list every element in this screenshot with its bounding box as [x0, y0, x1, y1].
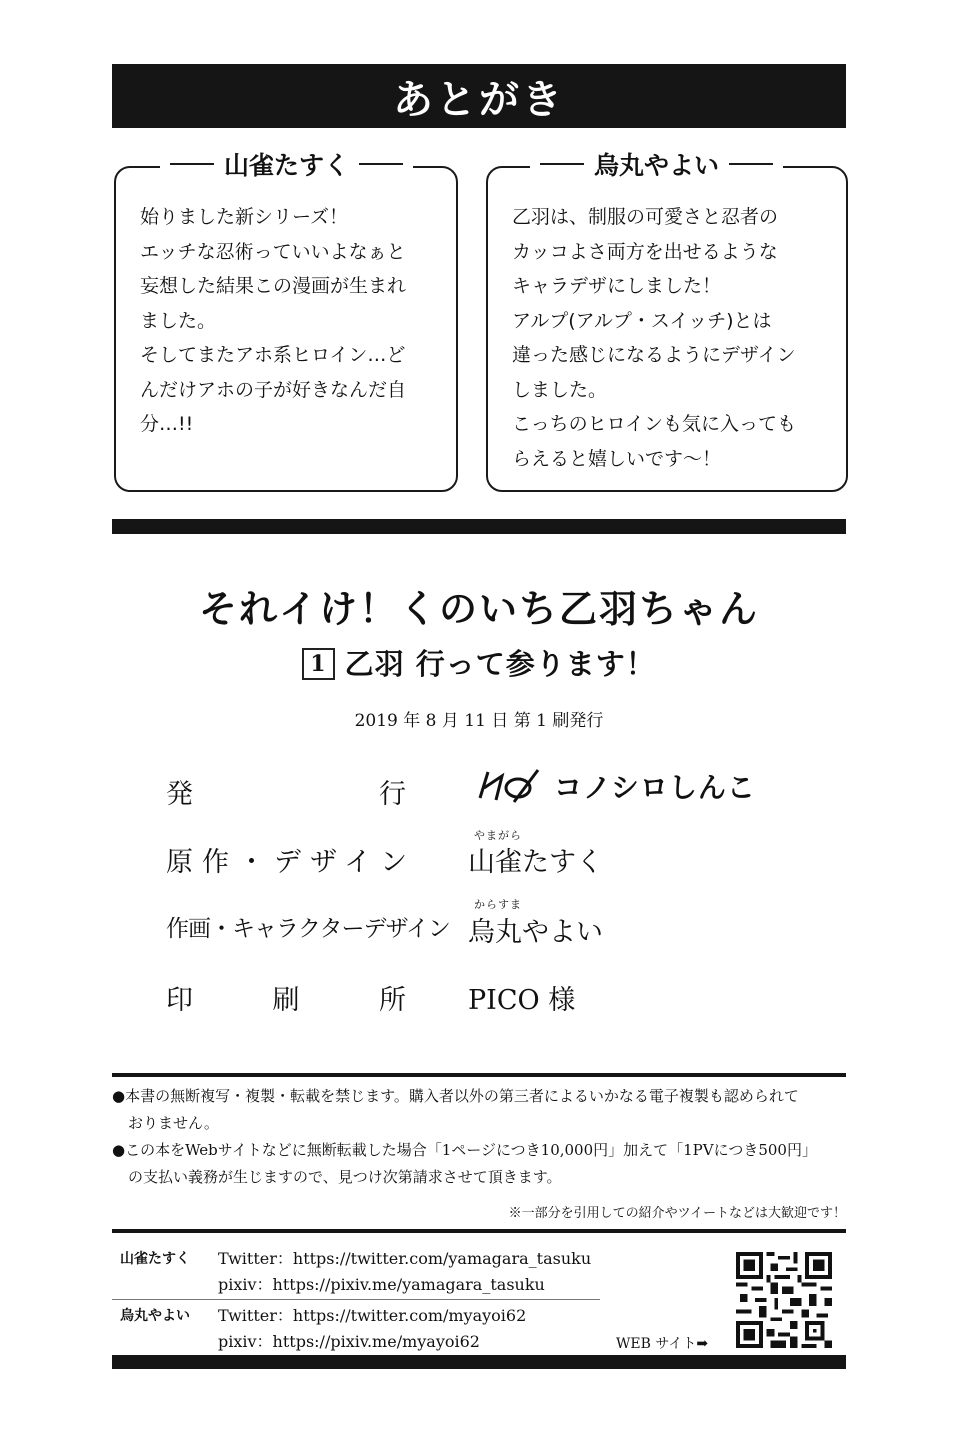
notice-top-rule [112, 1073, 846, 1077]
credit-label-original: 原作・デザイン [166, 847, 417, 878]
notice-line: おりません。 [128, 1114, 219, 1132]
afterword-line: 妄想した結果この漫画が生まれ [140, 275, 407, 297]
book-subtitle-row [112, 642, 846, 683]
afterword-line: らえると嬉しいです～！ [512, 447, 722, 470]
afterword-box-right [486, 166, 848, 492]
qr-code-icon[interactable] [736, 1252, 832, 1348]
credit-value-art: 烏丸やよい [468, 917, 603, 948]
dash-decoration [729, 163, 773, 166]
afterword-line: ました。 [140, 309, 217, 332]
afterword-author-left [160, 146, 413, 182]
afterword-line: アルプ(アルプ・スイッチ)とは [512, 309, 772, 332]
credit-value-printer: PICO 様 [468, 985, 576, 1016]
credit-label-char: 刷 [272, 985, 300, 1016]
afterword-line: しました。 [512, 378, 608, 401]
credit-value-original: 山雀たすく [468, 847, 603, 878]
publisher-logo-icon [474, 766, 544, 806]
notice-bottom-rule [112, 1229, 846, 1233]
web-site-text: WEB サイト [616, 1336, 697, 1352]
credit-label-art: 作画・キャラクターデザイン [166, 916, 450, 942]
pixiv-link[interactable]: pixiv：https://pixiv.me/myayoi62 [218, 1332, 480, 1351]
credit-label-char: 所 [379, 985, 406, 1016]
volume-number: 1 [302, 648, 334, 680]
publisher-name: コノシロしんこ [554, 771, 756, 804]
author-name: 烏丸やよい [594, 151, 720, 180]
notice-footnote: ※一部分を引用しての紹介やツイートなどは大歓迎です！ [508, 1206, 846, 1221]
arrow-right-icon: ➡ [696, 1336, 709, 1352]
twitter-link[interactable]: Twitter：https://twitter.com/yamagara_tasuku [218, 1249, 592, 1268]
afterword-line: こっちのヒロインも気に入っても [512, 413, 797, 435]
afterword-line: 始りました新シリーズ！ [140, 206, 349, 228]
twitter-link[interactable]: Twitter：https://twitter.com/myayoi62 [218, 1306, 527, 1325]
notice-line: ●この本をWebサイトなどに無断転載した場合「1ページにつき10,000円」加えて「1PVにつき500円」 [112, 1141, 817, 1159]
dash-decoration [359, 163, 403, 166]
credit-label-publisher [166, 772, 406, 811]
publication-date: 2019 年 8 月 11 日 第 1 刷発行 [354, 711, 604, 731]
notice-line: の支払い義務が生じますので、見つけ次第請求させて頂きます。 [128, 1168, 562, 1186]
author-name: 山雀たすく [224, 151, 350, 180]
dash-decoration [540, 163, 584, 166]
afterword-line: エッチな忍術っていいよなぁと [140, 240, 406, 263]
credit-label-char: 発 [166, 779, 193, 810]
web-site-label[interactable] [616, 1333, 708, 1353]
afterword-line: カッコよさ両方を出せるような [512, 240, 778, 263]
afterword-line: んだけアホの子が好きなんだ自 [140, 378, 407, 401]
credit-label-printer [166, 978, 406, 1017]
afterword-line: 分…!! [140, 413, 194, 435]
link-author-name: 烏丸やよい [120, 1308, 190, 1324]
credit-label-char: 行 [379, 779, 406, 810]
link-author-name: 山雀たすく [120, 1251, 190, 1267]
book-subtitle: 乙羽 行って参ります！ [344, 647, 656, 681]
afterword-line: そしてまたアホ系ヒロイン…ど [140, 344, 406, 366]
credit-label-char: 印 [166, 985, 193, 1016]
afterword-line: キャラデザにしました！ [512, 275, 722, 297]
dash-decoration [170, 163, 214, 166]
publisher-logo [474, 764, 756, 808]
afterword-line: 違った感じになるようにデザイン [512, 344, 796, 366]
afterword-title: あとがき [393, 76, 565, 123]
credit-ruby: やまがら [474, 829, 522, 842]
afterword-line: 乙羽は、制服の可愛さと忍者の [512, 206, 779, 228]
book-title: それイけ！くのいち乙羽ちゃん [198, 587, 759, 631]
pixiv-link[interactable]: pixiv：https://pixiv.me/yamagara_tasuku [218, 1275, 545, 1294]
bottom-bar [112, 1355, 846, 1369]
afterword-box-left [114, 166, 458, 492]
afterword-banner [112, 64, 846, 128]
section-divider [112, 519, 846, 534]
notice-line: ●本書の無断複写・複製・転載を禁じます。購入者以外の第三者によるいかなる電子複製も認められて [112, 1087, 799, 1105]
notices [112, 1083, 852, 1191]
link-separator [112, 1299, 600, 1300]
afterword-author-right [530, 146, 783, 182]
credit-ruby: からすま [474, 898, 522, 911]
